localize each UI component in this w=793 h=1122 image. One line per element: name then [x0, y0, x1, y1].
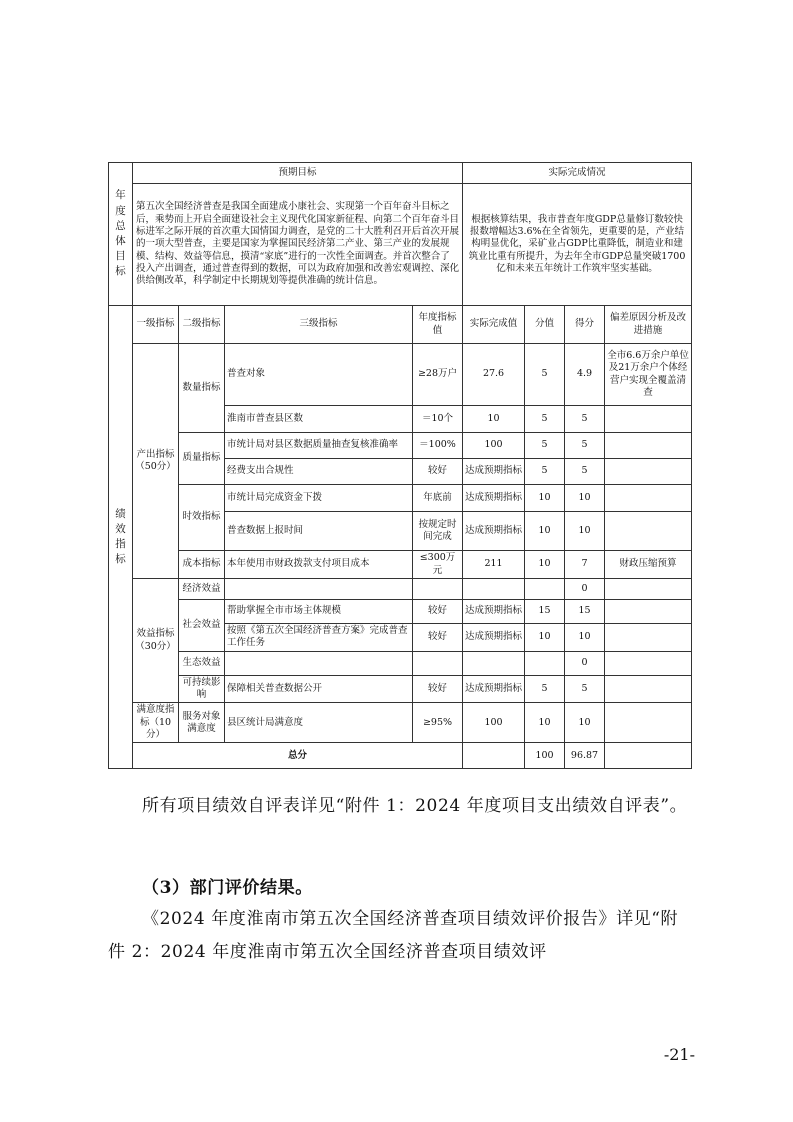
level3-cell: 市统计局完成资金下拨	[225, 485, 413, 512]
target-cell: 较好	[413, 459, 463, 485]
header-got: 得分	[565, 306, 605, 344]
note-cell	[605, 624, 692, 652]
actual-cell	[463, 579, 525, 600]
page-number: -21-	[663, 1045, 695, 1064]
target-cell: 较好	[413, 600, 463, 624]
note-cell	[605, 675, 692, 703]
table-row	[109, 651, 692, 675]
table-row	[109, 433, 692, 459]
level3-cell: 市统计局对县区数据质量抽查复核准确率	[225, 433, 413, 459]
got-cell: 5	[565, 406, 605, 433]
level2-cell: 生态效益	[179, 651, 225, 675]
score-cell: 5	[525, 406, 565, 433]
score-cell: 10	[525, 485, 565, 512]
annual-goal-label: 年度总体目标	[109, 163, 133, 306]
note-cell	[605, 579, 692, 600]
total-note	[605, 743, 692, 769]
header-actual: 实际完成值	[463, 306, 525, 344]
header-target: 年度指标值	[413, 306, 463, 344]
actual-cell: 100	[463, 433, 525, 459]
actual-completion-text: 根据核算结果，我市普查年度GDP总量修订数较快报数增幅达3.6%在全省领先，更重要的是，产业结构明显优化，采矿业占GDP比重降低，制造业和建筑业比重有所提升，为去年全市GDP总量突破1700亿和未来五年统计工作筑牢坚实基础。	[463, 184, 692, 306]
target-cell: 较好	[413, 624, 463, 652]
level3-cell: 淮南市普查县区数	[225, 406, 413, 433]
got-cell: 5	[565, 459, 605, 485]
level3-cell: 帮助掌握全市市场主体规模	[225, 600, 413, 624]
note-cell	[605, 600, 692, 624]
level2-cell: 数量指标	[179, 344, 225, 433]
actual-cell: 达成预期指标	[463, 512, 525, 551]
level3-cell	[225, 651, 413, 675]
note-cell	[605, 485, 692, 512]
score-cell: 15	[525, 600, 565, 624]
score-cell: 5	[525, 459, 565, 485]
actual-cell: 达成预期指标	[463, 600, 525, 624]
level2-cell: 成本指标	[179, 551, 225, 579]
body-paragraph-1: 所有项目绩效自评表详见“附件 1：2024 年度项目支出绩效自评表”。	[142, 796, 688, 816]
level3-cell: 经费支出合规性	[225, 459, 413, 485]
level1-cell: 效益指标（30分）	[133, 579, 179, 703]
level3-cell: 普查对象	[225, 344, 413, 406]
target-cell	[413, 651, 463, 675]
note-cell	[605, 512, 692, 551]
table-row	[109, 579, 692, 600]
table-row	[109, 485, 692, 512]
got-cell: 10	[565, 703, 605, 743]
score-cell: 10	[525, 624, 565, 652]
note-cell	[605, 651, 692, 675]
actual-completion-header: 实际完成情况	[463, 163, 692, 184]
score-cell: 5	[525, 675, 565, 703]
score-cell: 10	[525, 512, 565, 551]
note-cell	[605, 406, 692, 433]
note-cell	[605, 703, 692, 743]
expected-goal-header: 预期目标	[133, 163, 463, 184]
actual-cell: 达成预期指标	[463, 459, 525, 485]
header-score: 分值	[525, 306, 565, 344]
note-cell	[605, 433, 692, 459]
score-cell: 10	[525, 551, 565, 579]
target-cell: ≤300万元	[413, 551, 463, 579]
section-heading: （3）部门评价结果。	[142, 878, 313, 898]
note-cell	[605, 459, 692, 485]
score-cell: 5	[525, 433, 565, 459]
actual-cell: 211	[463, 551, 525, 579]
note-cell: 财政压缩预算	[605, 551, 692, 579]
table-row	[109, 703, 692, 743]
total-row	[109, 743, 692, 769]
header-level1: 一级指标	[133, 306, 179, 344]
got-cell: 4.9	[565, 344, 605, 406]
level3-cell: 本年使用市财政拨款支付项目成本	[225, 551, 413, 579]
total-got: 96.87	[565, 743, 605, 769]
got-cell: 0	[565, 651, 605, 675]
level2-cell: 服务对象满意度	[179, 703, 225, 743]
body-paragraph-2: 《2024 年度淮南市第五次全国经济普查项目绩效评价报告》详见“附件 2：2024 年度淮南市第五次全国经济普查项目绩效评	[108, 909, 679, 962]
level3-cell: 按照《第五次全国经济普查方案》完成普查工作任务	[225, 624, 413, 652]
score-cell: 10	[525, 703, 565, 743]
got-cell: 0	[565, 579, 605, 600]
target-cell: ≥28万户	[413, 344, 463, 406]
actual-cell: 10	[463, 406, 525, 433]
header-level2: 二级指标	[179, 306, 225, 344]
target-cell: ＝100%	[413, 433, 463, 459]
table-row	[109, 551, 692, 579]
actual-cell: 达成预期指标	[463, 485, 525, 512]
got-cell: 10	[565, 512, 605, 551]
level2-cell: 经济效益	[179, 579, 225, 600]
note-cell: 全市6.6万余户单位及21万余户个体经营户实现全覆盖清查	[605, 344, 692, 406]
level2-cell: 社会效益	[179, 600, 225, 652]
target-cell: 年底前	[413, 485, 463, 512]
table-row	[109, 600, 692, 624]
level3-cell: 保障相关普查数据公开	[225, 675, 413, 703]
got-cell: 10	[565, 485, 605, 512]
got-cell: 15	[565, 600, 605, 624]
got-cell: 5	[565, 675, 605, 703]
got-cell: 7	[565, 551, 605, 579]
level1-cell: 产出指标（50分）	[133, 344, 179, 579]
level1-cell: 满意度指标（10分）	[133, 703, 179, 743]
got-cell: 10	[565, 624, 605, 652]
header-level3: 三级指标	[225, 306, 413, 344]
target-cell: 较好	[413, 675, 463, 703]
target-cell	[413, 579, 463, 600]
target-cell: ＝10个	[413, 406, 463, 433]
level2-cell: 质量指标	[179, 433, 225, 485]
total-empty	[463, 743, 525, 769]
actual-cell: 100	[463, 703, 525, 743]
target-cell: ≥95%	[413, 703, 463, 743]
table-row	[109, 675, 692, 703]
score-cell	[525, 651, 565, 675]
total-score: 100	[525, 743, 565, 769]
performance-indicator-label: 绩效指标	[109, 306, 133, 769]
header-note: 偏差原因分析及改进措施	[605, 306, 692, 344]
expected-goal-text: 第五次全国经济普查是我国全面建成小康社会、实现第一个百年奋斗目标之后，乘势而上开启全面建设社会主义现代化国家新征程、向第二个百年奋斗目标进军之际开展的首次重大国情国力调查，是党的二十大胜利召开后首次开展的一项大型普查，主要是国家为掌握国民经济第二产业、第三产业的发展规模、结构、效益等信息，摸清“家底”进行的一次性全面调查。并首次整合了投入产出调查，通过普查得到的数据，可以为政府加强和改善宏观调控、深化供给侧改革，科学制定中长期规划等提供准确的统计信息。	[133, 184, 463, 306]
level3-cell	[225, 579, 413, 600]
total-label: 总分	[133, 743, 463, 769]
level3-cell: 普查数据上报时间	[225, 512, 413, 551]
actual-cell: 27.6	[463, 344, 525, 406]
score-cell	[525, 579, 565, 600]
level2-cell: 时效指标	[179, 485, 225, 551]
got-cell: 5	[565, 433, 605, 459]
level2-cell: 可持续影响	[179, 675, 225, 703]
target-cell: 按规定时间完成	[413, 512, 463, 551]
actual-cell: 达成预期指标	[463, 675, 525, 703]
score-cell: 5	[525, 344, 565, 406]
actual-cell	[463, 651, 525, 675]
actual-cell: 达成预期指标	[463, 624, 525, 652]
level3-cell: 县区统计局满意度	[225, 703, 413, 743]
performance-table	[108, 162, 692, 769]
table-row	[109, 344, 692, 406]
